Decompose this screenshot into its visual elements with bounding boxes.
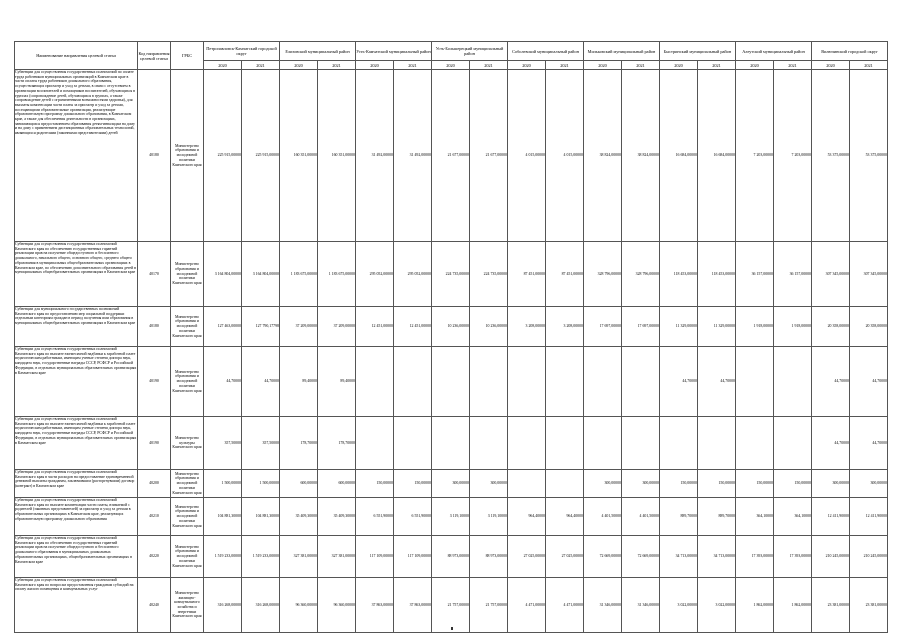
row-value: 4 471,00000 <box>508 578 546 633</box>
header-year: 2021 <box>622 61 660 70</box>
row-value: 4 015,00000 <box>546 70 584 242</box>
row-value: 11 329,00000 <box>698 307 736 347</box>
row-value <box>394 347 432 417</box>
row-value: 3 208,00000 <box>508 307 546 347</box>
row-value: 964,40000 <box>546 498 584 536</box>
row-value <box>356 417 394 470</box>
row-value: 104 881,30000 <box>242 498 280 536</box>
row-value <box>508 347 546 417</box>
row-value: 21 757,00000 <box>432 578 470 633</box>
row-value <box>470 347 508 417</box>
table-row <box>15 307 888 347</box>
row-value: 23 381,00000 <box>812 578 850 633</box>
row-value: 27 025,00000 <box>546 536 584 578</box>
row-name: Субвенции для осуществления государственных полномочий Камчатского края по выплате ежемесячной надбавки к заработной плате педагогическим работникам, имеющим ученые степени доктора наук, кандидата наук, государственные награды СССР, РСФСР и Российской Федерации, в отдельных муниципальных образовательных организациях в Камчатском крае <box>15 417 138 470</box>
row-value: 37 863,00000 <box>356 578 394 633</box>
row-grbs: Министерство образования и молодежной политики Камчатского края <box>171 70 204 242</box>
row-value: 178,70000 <box>280 417 318 470</box>
row-value: 1 519 233,00000 <box>204 536 242 578</box>
row-value: 36 157,00000 <box>774 242 812 307</box>
row-value: 27 025,00000 <box>508 536 546 578</box>
row-value: 37 863,00000 <box>394 578 432 633</box>
row-value: 327 381,00000 <box>318 536 356 578</box>
row-grbs: Министерство образования и молодежной политики Камчатского края <box>171 498 204 536</box>
row-value <box>660 417 698 470</box>
row-value: 1 500,00000 <box>242 470 280 498</box>
table-row <box>15 470 888 498</box>
row-value: 6 551,90000 <box>394 498 432 536</box>
table-row <box>15 498 888 536</box>
row-value <box>584 347 622 417</box>
row-value: 600,00000 <box>280 470 318 498</box>
row-value: 118 453,00000 <box>660 242 698 307</box>
row-value: 87 451,00000 <box>508 242 546 307</box>
header-district: Мильковский муниципальный район <box>584 42 660 61</box>
row-value: 889,70000 <box>660 498 698 536</box>
row-value: 88 973,00000 <box>470 536 508 578</box>
row-name: Субвенции для осуществления государственных полномочий Камчатского края по выплате ежемесячной надбавки к заработной плате педагогическим работникам, имеющим ученые степени доктора наук, кандидата наук, государственные награды СССР, РСФСР и Российской Федерации, в отдельных муниципальных образовательных организациях в Камчатском крае <box>15 347 138 417</box>
row-value: 44,70000 <box>204 347 242 417</box>
row-value: 3 164 804,00000 <box>204 242 242 307</box>
row-value: 1 862,00000 <box>774 578 812 633</box>
header-year: 2020 <box>584 61 622 70</box>
row-code: 40240 <box>138 578 171 633</box>
row-value <box>736 417 774 470</box>
row-value: 89,40000 <box>280 347 318 417</box>
row-value: 44,70000 <box>850 347 888 417</box>
row-value: 3 022,00000 <box>698 578 736 633</box>
row-value: 20 358,00000 <box>850 307 888 347</box>
row-value: 300,00000 <box>622 470 660 498</box>
row-name: Субвенции для осуществления государственных полномочий Камчатского края по выплате компенсации части платы, взимаемой с родителей (законных представителей) за присмотр и уход за детьми в образовательных организациях в Камчатском крае, реализующих образовательную программу дошкольного образования <box>15 498 138 536</box>
row-value: 21 677,00000 <box>432 70 470 242</box>
header-year: 2020 <box>660 61 698 70</box>
row-value: 224 735,00000 <box>432 242 470 307</box>
row-value: 224 735,00000 <box>470 242 508 307</box>
row-value: 12 451,00000 <box>356 307 394 347</box>
row-value: 225 915,00000 <box>204 70 242 242</box>
row-value: 4 401,50000 <box>584 498 622 536</box>
row-value: 600,00000 <box>318 470 356 498</box>
row-value: 12 411,90000 <box>812 498 850 536</box>
row-value: 16 684,00000 <box>660 70 698 242</box>
row-value: 16 684,00000 <box>698 70 736 242</box>
row-value: 96 360,00000 <box>318 578 356 633</box>
header-year: 2020 <box>280 61 318 70</box>
header-year: 2021 <box>242 61 280 70</box>
row-value: 31 346,00000 <box>584 578 622 633</box>
row-value <box>394 417 432 470</box>
row-grbs: Министерство образования и молодежной политики Камчатского края <box>171 536 204 578</box>
header-year: 2020 <box>356 61 394 70</box>
row-value <box>774 347 812 417</box>
row-value: 300,00000 <box>470 470 508 498</box>
table-row <box>15 242 888 307</box>
row-value <box>470 417 508 470</box>
row-value: 38 824,00000 <box>584 70 622 242</box>
row-value: 357,50000 <box>204 417 242 470</box>
row-value: 295 052,00000 <box>394 242 432 307</box>
row-value: 1 918,00000 <box>774 307 812 347</box>
row-value: 44,70000 <box>812 347 850 417</box>
header-year: 2021 <box>698 61 736 70</box>
row-value: 7 203,00000 <box>736 70 774 242</box>
row-name: Субвенции для муниципального государственных полномочий Камчатского края по предоставлению мер социальной поддержки отдельным категориям граждан в период получения ими образования в муниципальных общеобразовательных организациях в Камчатском крае <box>15 307 138 347</box>
row-value: 44,70000 <box>660 347 698 417</box>
header-year: 2020 <box>508 61 546 70</box>
row-value: 53 375,00000 <box>812 70 850 242</box>
row-value <box>546 417 584 470</box>
row-value: 31 492,00000 <box>394 70 432 242</box>
row-value: 295 052,00000 <box>356 242 394 307</box>
row-value: 210 245,00000 <box>812 536 850 578</box>
table-row <box>15 536 888 578</box>
row-grbs: Министерство культуры Камчатского края <box>171 417 204 470</box>
row-value: 7 203,00000 <box>774 70 812 242</box>
row-code: 40210 <box>138 498 171 536</box>
row-value: 307 345,00000 <box>850 242 888 307</box>
header-year: 2021 <box>318 61 356 70</box>
row-value: 44,70000 <box>850 417 888 470</box>
header-year: 2021 <box>850 61 888 70</box>
row-value: 21 677,00000 <box>470 70 508 242</box>
page-mark <box>451 627 453 630</box>
header-year: 2021 <box>774 61 812 70</box>
header-row-districts <box>15 42 888 61</box>
row-value <box>432 417 470 470</box>
row-value: 150,00000 <box>698 470 736 498</box>
row-value: 150,00000 <box>736 470 774 498</box>
row-value: 17 697,00000 <box>622 307 660 347</box>
header-district: Усть-Камчатский муниципальный район <box>356 42 432 61</box>
row-value: 6 551,90000 <box>356 498 394 536</box>
row-value: 328 796,00000 <box>622 242 660 307</box>
row-value: 10 236,00000 <box>432 307 470 347</box>
header-district: Соболевский муниципальный район <box>508 42 584 61</box>
row-value: 3 208,00000 <box>546 307 584 347</box>
row-value: 53 375,00000 <box>850 70 888 242</box>
header-year: 2020 <box>204 61 242 70</box>
row-value: 364,10000 <box>774 498 812 536</box>
row-value <box>508 417 546 470</box>
row-value: 87 451,00000 <box>546 242 584 307</box>
row-value: 300,00000 <box>850 470 888 498</box>
row-value <box>546 347 584 417</box>
row-value: 150,00000 <box>356 470 394 498</box>
row-value: 1 500,00000 <box>204 470 242 498</box>
row-value: 34 713,00000 <box>660 536 698 578</box>
row-value: 4 471,00000 <box>546 578 584 633</box>
row-value: 31 492,00000 <box>356 70 394 242</box>
row-value: 20 358,00000 <box>812 307 850 347</box>
row-value <box>584 417 622 470</box>
row-value: 1 519 233,00000 <box>242 536 280 578</box>
row-code: 40190 <box>138 417 171 470</box>
row-value: 17 393,00000 <box>774 536 812 578</box>
row-value: 160 351,00000 <box>280 70 318 242</box>
header-year: 2020 <box>736 61 774 70</box>
row-value: 37 209,00000 <box>280 307 318 347</box>
row-value: 31 346,00000 <box>622 578 660 633</box>
row-code: 40170 <box>138 242 171 307</box>
header-year: 2020 <box>432 61 470 70</box>
row-name: Субвенции для осуществления государственных полномочий Камчатского края по обеспечению государственных гарантий реализации прав на получение общедоступного и бесплатного дошкольного образования в муниципальных дошкольных образовательных организациях, общеобразовательных организациях в Камчатском крае <box>15 536 138 578</box>
row-value: 10 236,00000 <box>470 307 508 347</box>
row-value: 127 463,00000 <box>204 307 242 347</box>
header-grbs: ГРБС <box>171 42 204 70</box>
row-value: 300,00000 <box>812 470 850 498</box>
row-grbs: Министерство образования и молодежной политики Камчатского края <box>171 347 204 417</box>
row-value: 88 973,00000 <box>432 536 470 578</box>
table-row <box>15 70 888 242</box>
subvention-table <box>14 41 888 633</box>
row-grbs: Министерство образования и молодежной политики Камчатского края <box>171 470 204 498</box>
row-value: 21 757,00000 <box>470 578 508 633</box>
row-value: 3 022,00000 <box>660 578 698 633</box>
row-value: 357,50000 <box>242 417 280 470</box>
header-name: Наименование направления целевой статьи <box>15 42 138 70</box>
row-value: 3 119,10000 <box>432 498 470 536</box>
row-grbs: Министерство жилищно-коммунального хозяйства и энергетики Камчатского края <box>171 578 204 633</box>
table-row <box>15 347 888 417</box>
row-value <box>356 347 394 417</box>
row-value: 4 401,50000 <box>622 498 660 536</box>
row-value: 17 393,00000 <box>736 536 774 578</box>
row-value: 964,40000 <box>508 498 546 536</box>
row-name: Субвенции для осуществления государственных полномочий Камчатского края по обеспечению государственных гарантий реализации прав на получение общедоступного и бесплатного дошкольного, начального общего, основного общего, среднего общего образования в муниципальных общеобразовательных организациях в Камчатском крае, по обеспечению дополнительного образования детей в муниципальных общеобразовательных организациях в Камчатском крае <box>15 242 138 307</box>
row-value: 35 409,30000 <box>280 498 318 536</box>
row-value: 1 862,00000 <box>736 578 774 633</box>
row-value: 104 881,30000 <box>204 498 242 536</box>
row-value: 150,00000 <box>774 470 812 498</box>
header-district: Петропавловск-Камчатский городской округ <box>204 42 280 61</box>
row-value: 37 209,00000 <box>318 307 356 347</box>
header-year: 2020 <box>812 61 850 70</box>
row-value: 12 451,00000 <box>394 307 432 347</box>
row-value: 117 109,00000 <box>394 536 432 578</box>
row-value <box>508 470 546 498</box>
header-district: Алеутский муниципальный район <box>736 42 812 61</box>
row-value: 225 915,00000 <box>242 70 280 242</box>
row-value: 3 164 804,00000 <box>242 242 280 307</box>
row-code: 40200 <box>138 470 171 498</box>
row-value: 316 268,00000 <box>204 578 242 633</box>
row-value: 307 345,00000 <box>812 242 850 307</box>
row-grbs: Министерство образования и молодежной политики Камчатского края <box>171 307 204 347</box>
row-value: 150,00000 <box>660 470 698 498</box>
row-value <box>546 470 584 498</box>
header-year: 2021 <box>470 61 508 70</box>
row-value: 17 697,00000 <box>584 307 622 347</box>
row-value: 118 453,00000 <box>698 242 736 307</box>
row-value: 327 381,00000 <box>280 536 318 578</box>
table-row <box>15 578 888 633</box>
row-grbs: Министерство образования и молодежной политики Камчатского края <box>171 242 204 307</box>
row-name: Субвенции для осуществления государственных полномочий Камчатского края по вопросам предоставления гражданам субсидий на оплату жилого помещения и коммунальных услуг <box>15 578 138 633</box>
header-district: Вилючинский городской округ <box>812 42 888 61</box>
row-value: 1 918,00000 <box>736 307 774 347</box>
row-value: 889,70000 <box>698 498 736 536</box>
row-value: 72 669,00000 <box>584 536 622 578</box>
header-year: 2021 <box>546 61 584 70</box>
header-year: 2021 <box>394 61 432 70</box>
header-code: Код направления целевой статьи <box>138 42 171 70</box>
header-district: Усть-Большерецкий муниципальный район <box>432 42 508 61</box>
row-value: 35 409,30000 <box>318 498 356 536</box>
row-value: 300,00000 <box>584 470 622 498</box>
row-value: 178,70000 <box>318 417 356 470</box>
row-value: 72 669,00000 <box>622 536 660 578</box>
header-district: Елизовский муниципальный район <box>280 42 356 61</box>
row-value: 12 411,90000 <box>850 498 888 536</box>
row-value: 364,10000 <box>736 498 774 536</box>
row-value: 117 109,00000 <box>356 536 394 578</box>
row-code: 40190 <box>138 347 171 417</box>
row-code: 40220 <box>138 536 171 578</box>
row-value: 1 183 675,00000 <box>318 242 356 307</box>
row-value: 44,70000 <box>812 417 850 470</box>
row-value: 36 157,00000 <box>736 242 774 307</box>
row-value: 210 245,00000 <box>850 536 888 578</box>
row-value: 150,00000 <box>394 470 432 498</box>
table-row <box>15 417 888 470</box>
row-value: 34 713,00000 <box>698 536 736 578</box>
row-name: Субвенции для осуществления государственных полномочий Камчатского края в части расходов на предоставление единовременной денежной выплаты гражданам, заключившим (расторгнувшим) договор (контракт) в Камчатском крае <box>15 470 138 498</box>
row-value: 11 329,00000 <box>660 307 698 347</box>
row-value: 3 119,10000 <box>470 498 508 536</box>
table-body <box>15 70 888 633</box>
row-name: Субвенции для осуществления государственных полномочий по оплате труда работников муниципальных организаций в Камчатском крае в части оплаты труда работников дошкольного образования, осуществляющих присмотр и уход за детьми, в связи с отсутствием в организации воспитателей и помощников воспитателей, обучающихся в группах (сопровождение детей, обучающихся в группах, а также сопровождение детей с ограниченными возможностями здоровья), для выплаты компенсации части платы за присмотр и уход за детьми, посещающими образовательные организации, реализующие образовательную программу дошкольного образования, в Камчатском крае, а также для обеспечения деятельности в организациях, занимающихся предоставлением образования детям-инвалидам на дому и на дому с применением дистанционных образовательных технологий, являющихся родителями (законными представителями) детей <box>15 70 138 242</box>
row-code: 40180 <box>138 70 171 242</box>
row-value: 44,70000 <box>242 347 280 417</box>
row-value: 1 183 675,00000 <box>280 242 318 307</box>
row-value: 38 824,00000 <box>622 70 660 242</box>
header-district: Быстринский муниципальный район <box>660 42 736 61</box>
row-value: 96 360,00000 <box>280 578 318 633</box>
row-value: 316 268,00000 <box>242 578 280 633</box>
row-value <box>698 417 736 470</box>
row-value: 4 015,00000 <box>508 70 546 242</box>
row-value: 44,70000 <box>698 347 736 417</box>
row-value <box>774 417 812 470</box>
row-value: 23 381,00000 <box>850 578 888 633</box>
row-value <box>622 347 660 417</box>
row-value: 89,40000 <box>318 347 356 417</box>
row-value <box>736 347 774 417</box>
row-value: 160 351,00000 <box>318 70 356 242</box>
row-value: 127 790,17798 <box>242 307 280 347</box>
row-value <box>622 417 660 470</box>
row-value: 328 796,00000 <box>584 242 622 307</box>
row-code: 40180 <box>138 307 171 347</box>
row-value: 300,00000 <box>432 470 470 498</box>
row-value <box>432 347 470 417</box>
